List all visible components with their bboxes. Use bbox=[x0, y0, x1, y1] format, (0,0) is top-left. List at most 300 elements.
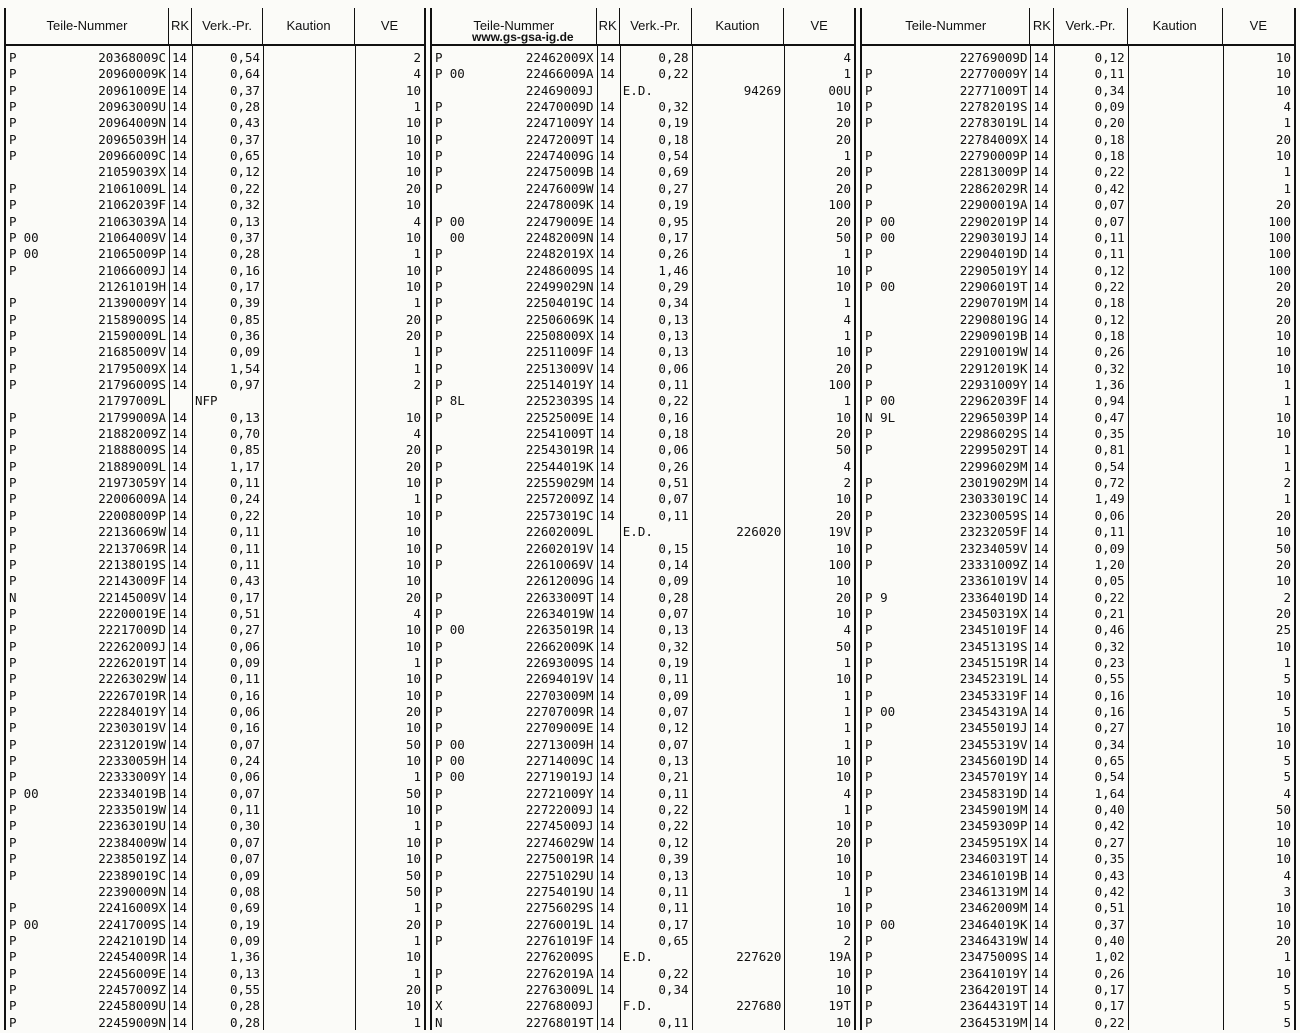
ve-value: 10 bbox=[1275, 736, 1291, 752]
price-value: 0,17 bbox=[229, 589, 261, 605]
header-deposit: Kaution bbox=[263, 8, 355, 44]
ve-value: 10 bbox=[1275, 327, 1291, 343]
table-row bbox=[6, 115, 424, 131]
price-value: 0,64 bbox=[229, 66, 261, 82]
part-number: 21061009L bbox=[98, 180, 166, 196]
price-value: 0,34 bbox=[1094, 82, 1125, 98]
ve-value: 3 bbox=[1283, 883, 1291, 899]
status-code: P bbox=[9, 491, 17, 507]
price-value: 0,27 bbox=[1094, 720, 1125, 736]
rk-value: 14 bbox=[599, 491, 615, 507]
part-number: 22200019E bbox=[98, 605, 166, 621]
table-row bbox=[862, 344, 1294, 360]
rk-value: 14 bbox=[1033, 638, 1049, 654]
part-number: 22995029T bbox=[959, 442, 1028, 458]
price-value: 0,42 bbox=[1094, 818, 1125, 834]
part-number: 22694019V bbox=[525, 671, 594, 687]
part-number: 22469009J bbox=[525, 82, 594, 98]
header-part-number: Teile-Nummer bbox=[6, 8, 169, 44]
rk-value: 14 bbox=[1033, 475, 1049, 491]
rk-value: 14 bbox=[172, 475, 188, 491]
price-value: 0,07 bbox=[658, 491, 689, 507]
price-value: 0,35 bbox=[1094, 426, 1125, 442]
table-row bbox=[432, 148, 854, 164]
price-value: 0,70 bbox=[229, 426, 261, 442]
price-value: E.D. bbox=[622, 524, 653, 540]
rk-value: 14 bbox=[599, 164, 615, 180]
part-number: 22389019C bbox=[98, 867, 166, 883]
table-row bbox=[6, 524, 424, 540]
price-value: 0,24 bbox=[229, 753, 261, 769]
price-value: 0,51 bbox=[658, 475, 689, 491]
group-code: 00 bbox=[449, 736, 465, 752]
rk-value: 14 bbox=[172, 442, 188, 458]
ve-value: 2 bbox=[413, 50, 421, 65]
rk-value: 14 bbox=[172, 148, 188, 164]
rk-value: 14 bbox=[172, 573, 188, 589]
price-value: 0,07 bbox=[229, 736, 261, 752]
rk-value: 14 bbox=[599, 278, 615, 294]
part-number: 22912019K bbox=[959, 360, 1028, 376]
rk-value: 14 bbox=[172, 50, 188, 65]
price-value: 0,16 bbox=[229, 720, 261, 736]
table-row bbox=[432, 851, 854, 867]
price-value: 0,19 bbox=[658, 197, 689, 213]
status-code: P bbox=[865, 213, 873, 229]
group-code: 8L bbox=[449, 393, 465, 409]
ve-value: 5 bbox=[1283, 753, 1291, 769]
price-value: 0,19 bbox=[658, 115, 689, 131]
column-header bbox=[862, 8, 1294, 46]
ve-value: 10 bbox=[1275, 82, 1291, 98]
price-value: 0,18 bbox=[658, 426, 689, 442]
part-number: 22390009N bbox=[98, 883, 166, 899]
header-part-number: Teile-Nummer bbox=[862, 8, 1030, 44]
group-code: 00 bbox=[449, 769, 465, 785]
status-code: P bbox=[865, 654, 873, 670]
rk-value: 14 bbox=[599, 965, 615, 981]
price-value: 0,65 bbox=[229, 148, 261, 164]
table-row bbox=[862, 622, 1294, 638]
status-code: P bbox=[435, 360, 443, 376]
price-value: 0,18 bbox=[658, 131, 689, 147]
rk-value: 14 bbox=[172, 753, 188, 769]
price-value: 0,18 bbox=[1094, 148, 1125, 164]
part-number: 21062039F bbox=[98, 197, 166, 213]
table-row bbox=[6, 181, 424, 197]
table-row bbox=[432, 475, 854, 491]
ve-value: 10 bbox=[835, 981, 851, 997]
ve-value: 10 bbox=[405, 851, 421, 867]
status-code: P bbox=[435, 148, 443, 164]
ve-value: 4 bbox=[1283, 785, 1291, 801]
table-row bbox=[6, 573, 424, 589]
ve-value: 20 bbox=[1275, 556, 1291, 572]
part-number: 23453319F bbox=[959, 687, 1028, 703]
rk-value: 14 bbox=[172, 491, 188, 507]
deposit-value: 226020 bbox=[736, 524, 782, 540]
price-value: 0,08 bbox=[229, 883, 261, 899]
table-row bbox=[862, 508, 1294, 524]
table-row bbox=[862, 557, 1294, 573]
rk-value: 14 bbox=[1033, 458, 1049, 474]
rk-value: 14 bbox=[172, 769, 188, 785]
status-code: P bbox=[865, 164, 873, 180]
table-row bbox=[862, 802, 1294, 818]
table-row bbox=[432, 998, 854, 1014]
table-row bbox=[432, 933, 854, 949]
ve-value: 1 bbox=[1283, 164, 1291, 180]
table-row bbox=[432, 83, 854, 99]
ve-value: 10 bbox=[1275, 50, 1291, 65]
status-code: P bbox=[435, 246, 443, 262]
table-row bbox=[432, 377, 854, 393]
rk-value: 14 bbox=[172, 344, 188, 360]
part-number: 22330059H bbox=[98, 753, 166, 769]
part-number: 22335019W bbox=[98, 802, 166, 818]
part-number: 21063039A bbox=[98, 213, 166, 229]
price-value: 0,07 bbox=[1094, 213, 1125, 229]
ve-value: 1 bbox=[1283, 180, 1291, 196]
ve-value: 2 bbox=[413, 377, 421, 392]
rk-value: 14 bbox=[599, 556, 615, 572]
rk-value: 14 bbox=[1033, 769, 1049, 785]
price-value: 0,11 bbox=[229, 671, 261, 687]
price-value: 0,17 bbox=[1094, 998, 1125, 1014]
rk-value: 14 bbox=[172, 556, 188, 572]
status-code: P bbox=[865, 720, 873, 736]
rk-value: 14 bbox=[1033, 1014, 1049, 1030]
price-value: 0,11 bbox=[229, 475, 261, 491]
rk-value: 14 bbox=[599, 426, 615, 442]
part-number: 22472009T bbox=[525, 131, 594, 147]
price-value: 0,07 bbox=[658, 704, 689, 719]
status-code: P bbox=[865, 540, 873, 556]
ve-value: 10 bbox=[405, 573, 421, 589]
table-row bbox=[6, 295, 424, 311]
ve-value: 1 bbox=[413, 99, 421, 115]
price-value: 0,21 bbox=[1094, 605, 1125, 621]
status-code: P bbox=[865, 393, 873, 409]
price-value: 0,11 bbox=[1094, 66, 1125, 82]
status-code: P bbox=[435, 753, 443, 769]
part-number: 22470009D bbox=[525, 99, 594, 115]
ve-value: 10 bbox=[405, 197, 421, 213]
part-number: 22745009J bbox=[525, 818, 594, 834]
table-row bbox=[6, 459, 424, 475]
rk-value: 14 bbox=[1033, 507, 1049, 523]
ve-value: 5 bbox=[1283, 769, 1291, 785]
part-number: 22486009S bbox=[525, 262, 594, 278]
price-value: 0,22 bbox=[658, 965, 689, 981]
rk-value: 14 bbox=[599, 197, 615, 213]
price-value: 0,19 bbox=[229, 916, 261, 932]
group-code: 00 bbox=[449, 229, 465, 245]
ve-value: 20 bbox=[835, 426, 851, 442]
status-code: P bbox=[865, 360, 873, 376]
status-code: P bbox=[865, 524, 873, 540]
part-number: 22499029N bbox=[525, 278, 594, 294]
rk-value: 14 bbox=[1033, 802, 1049, 818]
status-code: P bbox=[9, 229, 17, 245]
rk-value: 14 bbox=[172, 426, 188, 442]
ve-value: 20 bbox=[835, 213, 851, 229]
price-value: 0,28 bbox=[229, 99, 261, 115]
rk-value: 14 bbox=[1033, 573, 1049, 589]
table-row bbox=[862, 50, 1294, 66]
ve-value: 4 bbox=[413, 213, 421, 229]
price-value: 0,13 bbox=[658, 753, 689, 769]
price-value: 0,13 bbox=[658, 867, 689, 883]
price-value: 0,81 bbox=[1094, 442, 1125, 458]
part-number: 22462009X bbox=[525, 50, 594, 65]
price-value: 0,28 bbox=[229, 246, 261, 262]
status-code: P bbox=[435, 638, 443, 654]
status-code: P bbox=[9, 916, 17, 932]
table-row bbox=[432, 312, 854, 328]
rk-value: 14 bbox=[599, 131, 615, 147]
price-value: 0,14 bbox=[658, 556, 689, 572]
ve-value: 20 bbox=[835, 589, 851, 605]
table-row bbox=[6, 982, 424, 998]
price-value: 0,12 bbox=[1094, 262, 1125, 278]
ve-value: 100 bbox=[1268, 262, 1291, 278]
part-number: 23451019F bbox=[959, 622, 1028, 638]
ve-value: 50 bbox=[405, 867, 421, 883]
price-value: 0,07 bbox=[1094, 197, 1125, 213]
table-row bbox=[862, 835, 1294, 851]
table-row bbox=[862, 361, 1294, 377]
price-value: 0,94 bbox=[1094, 393, 1125, 409]
rk-value: 14 bbox=[599, 573, 615, 589]
rk-value: 14 bbox=[1033, 671, 1049, 687]
table-row bbox=[6, 818, 424, 834]
table-row bbox=[432, 263, 854, 279]
table-row bbox=[432, 66, 854, 82]
ve-value: 1 bbox=[843, 327, 851, 343]
price-value: 0,09 bbox=[1094, 540, 1125, 556]
price-value: 0,37 bbox=[229, 131, 261, 147]
status-code: P bbox=[435, 262, 443, 278]
table-row bbox=[862, 410, 1294, 426]
part-number: 22459009N bbox=[98, 1014, 166, 1030]
status-code: P bbox=[865, 883, 873, 899]
ve-value: 10 bbox=[835, 278, 851, 294]
part-number: 22905019Y bbox=[959, 262, 1028, 278]
table-row bbox=[6, 541, 424, 557]
table-row bbox=[6, 786, 424, 802]
ve-value: 1 bbox=[843, 704, 851, 719]
price-value: 0,24 bbox=[229, 491, 261, 507]
table-row bbox=[432, 279, 854, 295]
ve-value: 1 bbox=[843, 295, 851, 311]
part-number: 23461319M bbox=[959, 883, 1028, 899]
part-number: 21685009V bbox=[98, 344, 166, 360]
group-code: 00 bbox=[23, 785, 39, 801]
price-value: 0,17 bbox=[658, 916, 689, 932]
price-value: 0,22 bbox=[1094, 589, 1125, 605]
table-row bbox=[862, 933, 1294, 949]
price-value: 0,21 bbox=[658, 769, 689, 785]
ve-value: 20 bbox=[1275, 932, 1291, 948]
part-number: 23460319T bbox=[959, 851, 1028, 867]
part-number: 22903019J bbox=[959, 229, 1028, 245]
price-value: 0,13 bbox=[229, 409, 261, 425]
rk-value: 14 bbox=[599, 360, 615, 376]
part-number: 22138019S bbox=[98, 556, 166, 572]
rk-value: 14 bbox=[599, 295, 615, 311]
status-code: P bbox=[435, 311, 443, 327]
part-number: 22602019V bbox=[525, 540, 594, 556]
price-value: 0,12 bbox=[1094, 50, 1125, 65]
status-code: P bbox=[9, 1014, 17, 1030]
price-value: 0,26 bbox=[658, 458, 689, 474]
table-row bbox=[862, 312, 1294, 328]
rk-value: 14 bbox=[172, 197, 188, 213]
rk-value: 14 bbox=[172, 785, 188, 801]
status-code: P bbox=[435, 834, 443, 850]
group-code: 00 bbox=[449, 622, 465, 638]
part-number: 22965039P bbox=[959, 409, 1028, 425]
part-number: 23459019M bbox=[959, 802, 1028, 818]
status-code: P bbox=[435, 393, 443, 409]
rk-value: 14 bbox=[599, 409, 615, 425]
status-code: P bbox=[9, 720, 17, 736]
part-number: 22633009T bbox=[525, 589, 594, 605]
price-value: 0,51 bbox=[229, 605, 261, 621]
rk-value: 14 bbox=[1033, 278, 1049, 294]
status-code: P bbox=[9, 524, 17, 540]
status-code: P bbox=[435, 180, 443, 196]
table-row bbox=[6, 704, 424, 720]
table-row bbox=[862, 541, 1294, 557]
ve-value: 4 bbox=[1283, 867, 1291, 883]
status-code: P bbox=[865, 589, 873, 605]
group-code: 00 bbox=[880, 916, 896, 932]
rk-value: 14 bbox=[599, 900, 615, 916]
table-row bbox=[6, 606, 424, 622]
ve-value: 10 bbox=[405, 834, 421, 850]
table-row bbox=[6, 622, 424, 638]
ve-value: 1 bbox=[843, 654, 851, 670]
price-value: 0,29 bbox=[658, 278, 689, 294]
price-value: 0,07 bbox=[229, 785, 261, 801]
price-value: 0,17 bbox=[658, 229, 689, 245]
part-number: 22416009X bbox=[98, 900, 166, 916]
ve-value: 1 bbox=[843, 736, 851, 752]
ve-value: 100 bbox=[1268, 246, 1291, 262]
price-value: 0,11 bbox=[229, 524, 261, 540]
price-value: 0,37 bbox=[1094, 916, 1125, 932]
status-code: P bbox=[9, 932, 17, 948]
status-code: P bbox=[435, 66, 443, 82]
ve-value: 100 bbox=[1268, 229, 1291, 245]
rk-value: 14 bbox=[172, 327, 188, 343]
status-code: P bbox=[865, 998, 873, 1014]
part-number: 22334019B bbox=[98, 785, 166, 801]
website-url: www.gs-gsa-ig.de bbox=[472, 30, 574, 44]
table-row bbox=[862, 704, 1294, 720]
table-row bbox=[862, 132, 1294, 148]
part-number: 21390009Y bbox=[98, 295, 166, 311]
price-value: 0,07 bbox=[658, 736, 689, 752]
header-rk: RK bbox=[169, 8, 192, 44]
part-number: 22996029M bbox=[959, 458, 1028, 474]
part-number: 22962039F bbox=[959, 393, 1028, 409]
price-value: 1,17 bbox=[229, 458, 261, 474]
rk-value: 14 bbox=[172, 131, 188, 147]
rk-value: 14 bbox=[172, 981, 188, 997]
group-code: 00 bbox=[880, 229, 896, 245]
header-deposit: Kaution bbox=[692, 8, 785, 44]
price-value: 0,55 bbox=[1094, 671, 1125, 687]
price-value: 0,28 bbox=[658, 50, 689, 65]
price-value: 0,34 bbox=[658, 295, 689, 311]
part-number: 22862029R bbox=[959, 180, 1028, 196]
header-part-number: Teile-Nummer bbox=[432, 8, 597, 44]
status-code: P bbox=[435, 605, 443, 621]
status-code: P bbox=[865, 262, 873, 278]
rk-value: 14 bbox=[172, 377, 188, 392]
status-code: P bbox=[865, 736, 873, 752]
ve-value: 10 bbox=[1275, 834, 1291, 850]
price-value: 0,09 bbox=[229, 344, 261, 360]
part-number: 23644319T bbox=[959, 998, 1028, 1014]
rk-value: 14 bbox=[1033, 409, 1049, 425]
part-number: 22263029W bbox=[98, 671, 166, 687]
table-row bbox=[432, 344, 854, 360]
status-code: P bbox=[435, 867, 443, 883]
rk-value: 14 bbox=[172, 736, 188, 752]
table-row bbox=[862, 900, 1294, 916]
table-row bbox=[862, 263, 1294, 279]
part-number: 22384009W bbox=[98, 834, 166, 850]
status-code: P bbox=[435, 654, 443, 670]
part-number: 23451319S bbox=[959, 638, 1028, 654]
part-number: 22454009R bbox=[98, 949, 166, 965]
ve-value: 1 bbox=[413, 654, 421, 670]
ve-value: 5 bbox=[1283, 998, 1291, 1014]
price-value: 0,06 bbox=[1094, 507, 1125, 523]
part-number: 23462009M bbox=[959, 900, 1028, 916]
price-value: 0,12 bbox=[229, 164, 261, 180]
price-value: 0,43 bbox=[229, 573, 261, 589]
table-row bbox=[432, 295, 854, 311]
price-value: 0,19 bbox=[658, 654, 689, 670]
price-value: 0,22 bbox=[1094, 164, 1125, 180]
status-code: P bbox=[865, 556, 873, 572]
ve-value: 10 bbox=[835, 573, 851, 589]
group-code: 00 bbox=[880, 278, 896, 294]
price-value: 0,06 bbox=[229, 769, 261, 785]
status-code: P bbox=[865, 197, 873, 213]
rk-value: 14 bbox=[172, 638, 188, 654]
status-code: P bbox=[435, 164, 443, 180]
table-row bbox=[432, 410, 854, 426]
table-row bbox=[432, 704, 854, 720]
status-code: P bbox=[9, 148, 17, 164]
part-number: 22482009N bbox=[525, 229, 594, 245]
table-row bbox=[862, 720, 1294, 736]
price-value: 0,54 bbox=[1094, 769, 1125, 785]
table-row bbox=[862, 868, 1294, 884]
part-number: 22262019T bbox=[98, 654, 166, 670]
ve-value: 20 bbox=[405, 458, 421, 474]
ve-value: 100 bbox=[828, 197, 851, 213]
ve-value: 10 bbox=[405, 262, 421, 278]
part-number: 23234059V bbox=[959, 540, 1028, 556]
part-number: 22006009A bbox=[98, 491, 166, 507]
